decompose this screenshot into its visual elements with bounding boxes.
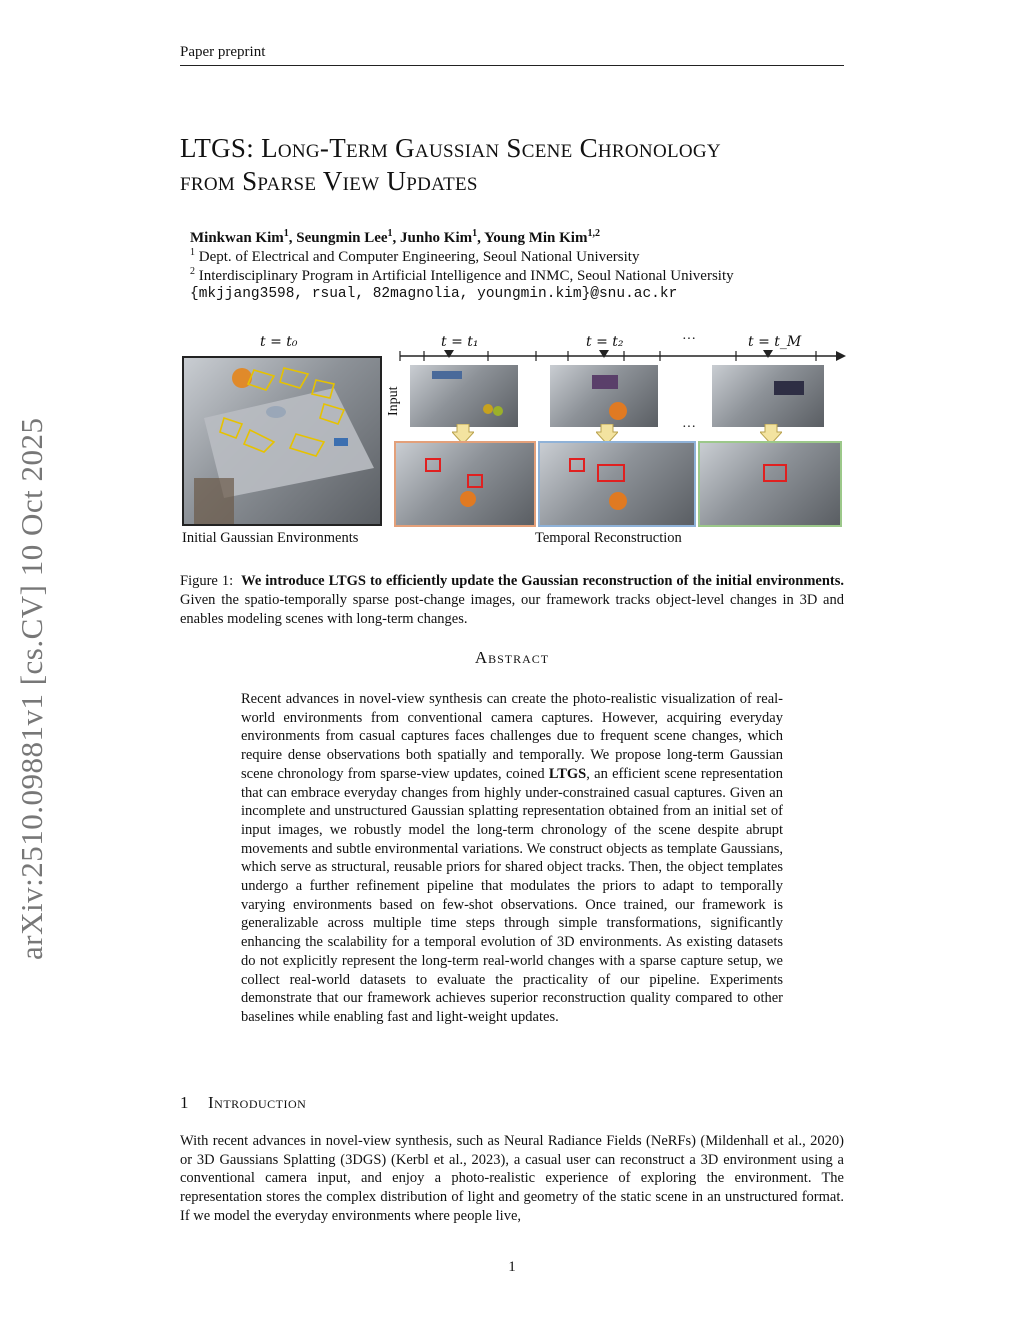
title-line-1: LTGS: Long-Term Gaussian Scene Chronology xyxy=(180,133,721,163)
paper-title xyxy=(180,132,860,198)
initial-env-label: Initial Gaussian Environments xyxy=(182,530,359,546)
abstract-body: Recent advances in novel-view synthesis can create the photo-realistic visualization of real-world environments from conventional camera captures. However, acquiring everyday environments from casual captures faces challenges due to frequent scene changes, which require dense observations both spatially and temporally. We propose long-term Gaussian scene chronology from sparse-view updates, coined LTGS, an efficient scene representation that can embrace everyday changes from highly under-constrained casual captures. Given an incomplete and unstructured Gaussian splatting representation obtained from an initial set of input images, we robustly model the long-term chronology of the scene despite abrupt movements and subtle environmental variations. We construct objects as template Gaussians, which serve as structural, reusable priors for shared object tracks. Then, the object templates undergo a further refinement pipeline that modulates the priors to adapt to temporally varying environments based on few-shot observations. Once trained, our framework is generalizable across multiple time steps through simple transformations, significantly enhancing the scalability for a temporal evolution of 3D environments. As existing datasets do not explicitly represent the long-term real-world changes with a sparse capture setup, we collect real-world datasets to evaluate the practicality of our pipeline. Experiments demonstrate that our framework achieves superior reconstruction quality compared to other baselines while enabling fast and light-weight updates. xyxy=(241,691,783,1025)
t0-label: t = t₀ xyxy=(260,334,298,350)
affiliation-2: $^2$ Interdisciplinary Program in Artificial Intelligence and INMC, Seoul National University xyxy=(190,266,734,284)
reconstruction-tm xyxy=(698,441,842,527)
temporal-label: Temporal Reconstruction xyxy=(535,530,682,546)
input-label: Input xyxy=(386,386,401,416)
author-list: Minkwan Kim$^1$, Seungmin Lee$^1$, Junho Kim$^1$, Young Min Kim$^{1,2}$ xyxy=(190,228,600,246)
author-name: Seungmin Lee xyxy=(296,230,388,246)
tm-label: t = t_M xyxy=(748,334,802,350)
reconstruction-t2 xyxy=(538,441,696,527)
input-image-t2 xyxy=(550,365,658,427)
input-image-t1 xyxy=(410,365,518,427)
t1-label: t = t₁ xyxy=(441,334,479,350)
author-emails: {mkjjang3598, rsual, 82magnolia, youngmin.kim}@snu.ac.kr xyxy=(190,286,678,302)
page-number: 1 xyxy=(508,1259,516,1275)
title-line-2: from Sparse View Updates xyxy=(180,166,478,196)
arxiv-stamp: arXiv:2510.09881v1 [cs.CV] 10 Oct 2025 xyxy=(14,417,49,960)
affiliation-1: $^1$ Dept. of Electrical and Computer Engineering, Seoul National University xyxy=(190,247,640,265)
author-name: Young Min Kim xyxy=(484,230,588,246)
running-header: Paper preprint xyxy=(180,44,844,66)
ellipsis-top: ··· xyxy=(682,332,696,347)
figure-caption: Figure 1: We introduce LTGS to efficiently update the Gaussian reconstruction of the initial environments. Given the spatio-temporally sparse post-change images, our framework tracks object-level changes in 3D and enables modeling scenes with long-term changes. xyxy=(180,573,844,627)
abstract-heading: Abstract xyxy=(474,648,550,667)
introduction-body: With recent advances in novel-view synthesis, such as Neural Radiance Fields (NeRFs) (Mildenhall et al., 2020) or 3D Gaussians Splatting (3DGS) (Kerbl et al., 2023), a casual user can reconstruct a 3D environment using a conventional camera input, and enjoy a photo-realistic experience of exploring the environment. The representation stores the complex distribution of light and geometry of the static scene in an unstructured format. If we model the everyday environments where people live, xyxy=(180,1133,844,1224)
input-image-tm xyxy=(712,365,824,427)
author-name: Minkwan Kim xyxy=(190,230,284,246)
section-heading-introduction: 1 Introduction xyxy=(180,1093,307,1112)
ellipsis-middle: ··· xyxy=(682,420,696,435)
author-name: Junho Kim xyxy=(400,230,473,246)
reconstruction-t1 xyxy=(394,441,536,527)
t2-label: t = t₂ xyxy=(586,334,624,350)
initial-environment-image xyxy=(182,356,382,526)
